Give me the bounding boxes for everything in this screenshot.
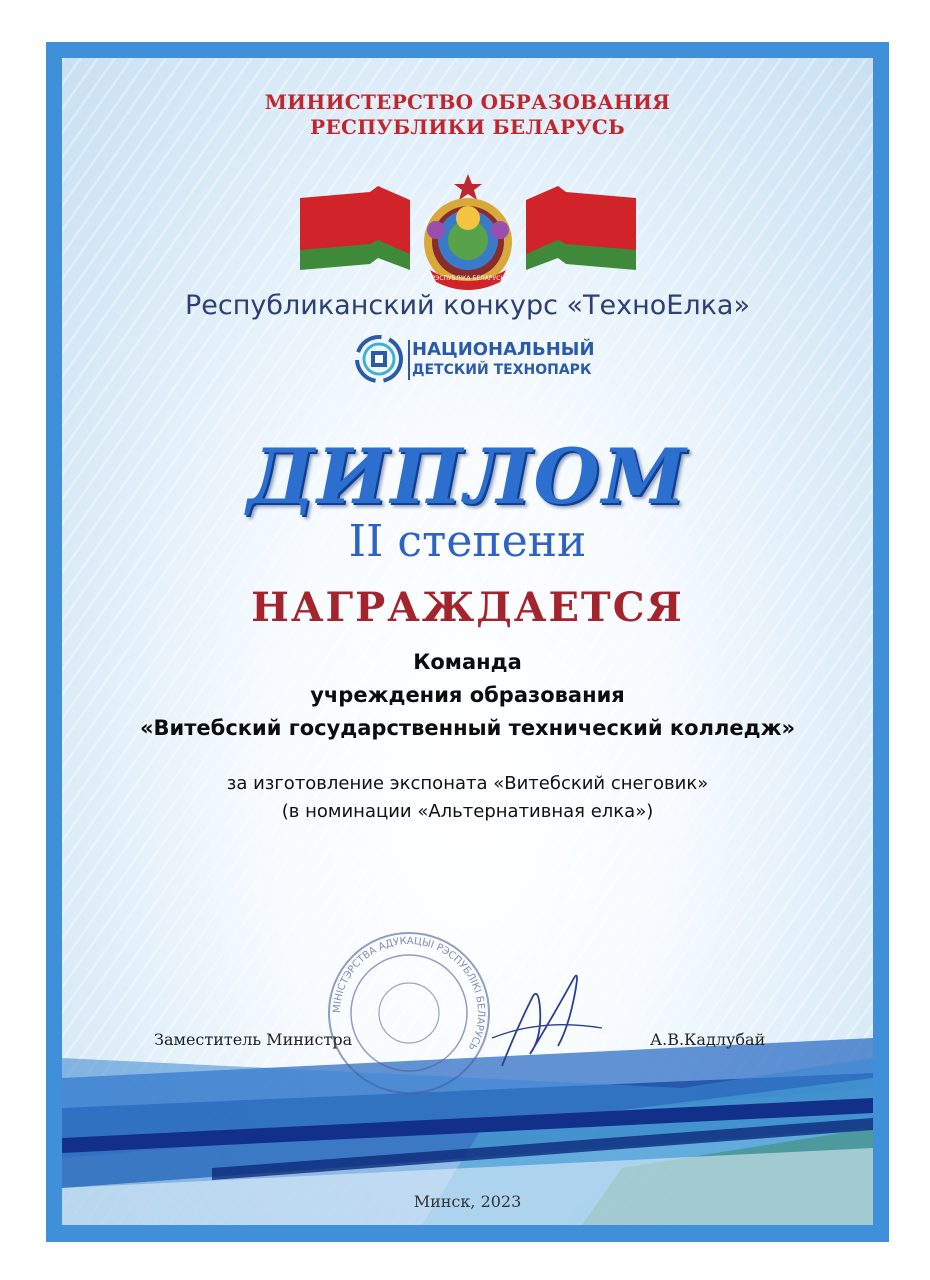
technopark-chip-icon bbox=[354, 334, 404, 384]
diploma-frame bbox=[46, 42, 889, 1242]
logo-line-2: ДЕТСКИЙ ТЕХНОПАРК bbox=[412, 362, 592, 378]
technopark-logo bbox=[354, 334, 624, 386]
place-and-date: Минск, 2023 bbox=[413, 1192, 522, 1211]
diploma-sheet bbox=[62, 58, 873, 1225]
degree-label: II степени bbox=[348, 516, 587, 567]
belarus-coat-of-arms-icon bbox=[300, 170, 636, 290]
awarded-label: НАГРАЖДАЕТСЯ bbox=[251, 584, 684, 631]
ministry-line-1: МИНИСТЕРСТВО ОБРАЗОВАНИЯ bbox=[264, 90, 671, 114]
logo-line-1: НАЦИОНАЛЬНЫЙ bbox=[412, 339, 595, 360]
ministry-line-2: РЕСПУБЛИКИ БЕЛАРУСЬ bbox=[310, 115, 625, 139]
reason-line-1: за изготовление экспоната «Витебский снеговик» bbox=[226, 773, 709, 794]
recipient-block bbox=[62, 646, 873, 745]
contest-title: Республиканский конкурс «ТехноЕлка» bbox=[185, 290, 750, 321]
signatory-name: А.В.Кадлубай bbox=[650, 1030, 766, 1049]
recipient-line-1: Команда bbox=[413, 650, 522, 674]
reason-block bbox=[62, 770, 873, 826]
recipient-line-3: «Витебский государственный технический колледж» bbox=[139, 716, 796, 740]
seal-text: МІНІСТЭРСТВА АДУКАЦЫІ РЭСПУБЛІКІ БЕЛАРУСЬ bbox=[331, 935, 487, 1053]
recipient-line-2: учреждения образования bbox=[310, 683, 625, 707]
emblem-ribbon-text: РЭСПУБЛІКА БЕЛАРУСЬ bbox=[431, 275, 505, 282]
handwritten-signature bbox=[462, 958, 622, 1078]
document-title: ДИПЛОМ bbox=[247, 432, 688, 521]
ministry-heading bbox=[62, 90, 873, 140]
reason-line-2: (в номинации «Альтернативная елка») bbox=[281, 801, 654, 822]
signatory-position: Заместитель Министра bbox=[154, 1030, 353, 1049]
